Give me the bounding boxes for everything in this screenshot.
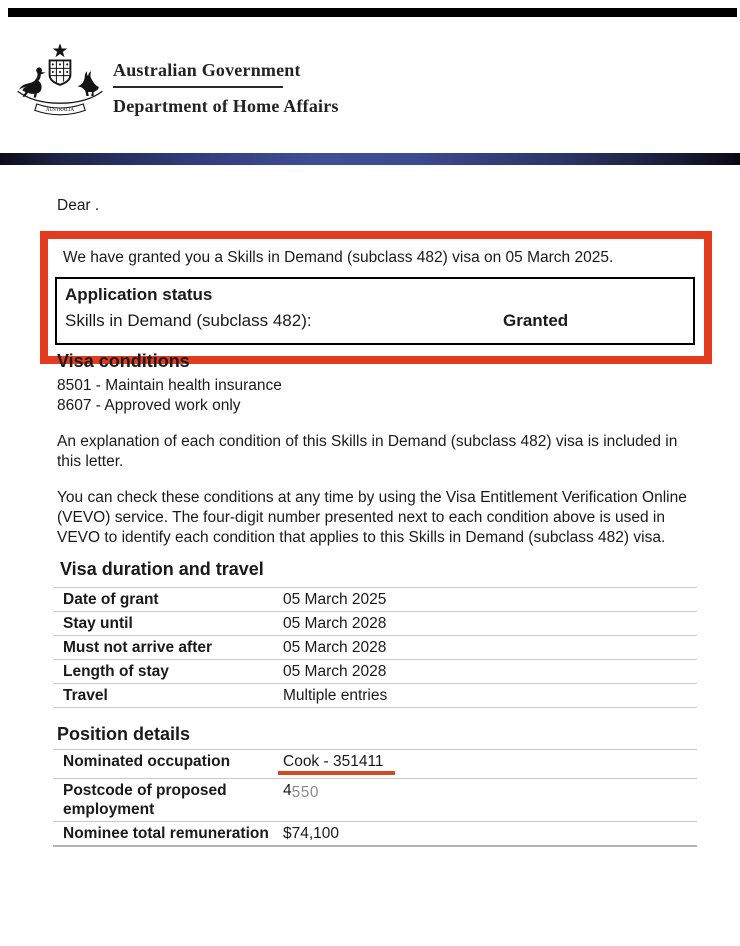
header-divider — [113, 86, 283, 88]
application-status-row — [65, 307, 687, 334]
banner-ribbon-icon — [35, 104, 85, 115]
grant-notice: We have granted you a Skills in Demand (subclass 482) visa on 05 March 2025. — [63, 249, 614, 266]
row-value: Multiple entries — [283, 687, 388, 704]
application-status-box — [55, 277, 695, 345]
table-row — [53, 635, 697, 659]
row-label: Postcode of proposed employment — [63, 782, 227, 818]
row-value — [283, 779, 319, 800]
row-label: Travel — [63, 687, 108, 704]
visa-duration-table — [53, 587, 697, 708]
condition-list — [57, 376, 705, 416]
blue-gradient-banner — [0, 153, 740, 165]
condition-item: 8501 - Maintain health insurance — [57, 377, 282, 394]
table-row — [53, 587, 697, 611]
header-wordmark — [113, 60, 339, 117]
conditions-paragraph: An explanation of each condition of this Skills in Demand (subclass 482) visa is included in this letter. — [57, 433, 678, 470]
visa-duration-heading: Visa duration and travel — [60, 559, 264, 579]
department-name: Department of Home Affairs — [113, 96, 339, 116]
vevo-paragraph: You can check these conditions at any time by using the Visa Entitlement Verification Online (VEVO) service. The four-digit number presented next to each condition above is used in VEVO to identify each condition that applies to this Skills in Demand (subclass 482) visa. — [57, 489, 687, 546]
top-black-bar — [8, 8, 737, 17]
application-status-label: Skills in Demand (subclass 482): — [65, 311, 312, 330]
government-name: Australian Government — [113, 60, 301, 80]
application-status-value: Granted — [503, 311, 569, 330]
grant-highlight-box — [40, 231, 712, 364]
row-value: 05 March 2028 — [283, 615, 387, 632]
salutation: Dear . — [57, 197, 100, 214]
table-row — [53, 683, 697, 708]
row-value: 05 March 2028 — [283, 663, 387, 680]
emu-icon — [78, 71, 99, 96]
row-label: Length of stay — [63, 663, 169, 680]
row-label: Stay until — [63, 615, 133, 632]
nominated-occupation-value: Cook - 351411 — [283, 753, 384, 770]
postcode-visible-digit: 4 — [283, 782, 292, 799]
row-value: 05 March 2025 — [283, 591, 387, 608]
table-row — [53, 778, 697, 821]
visa-conditions-heading: Visa conditions — [57, 351, 190, 371]
row-label: Must not arrive after — [63, 639, 213, 656]
condition-item: 8607 - Approved work only — [57, 397, 241, 414]
row-value — [283, 750, 384, 771]
row-label: Nominated occupation — [63, 753, 231, 770]
position-details-heading: Position details — [57, 724, 191, 744]
row-value: $74,100 — [283, 825, 340, 842]
logo-banner-text: AUSTRALIA — [45, 107, 75, 113]
row-label: Date of grant — [63, 591, 159, 608]
table-row — [53, 749, 697, 778]
table-row — [53, 611, 697, 635]
commonwealth-star-icon — [53, 43, 67, 57]
red-underline-annotation — [278, 771, 395, 775]
kangaroo-icon — [19, 67, 45, 97]
shield-icon — [50, 60, 71, 84]
row-value: 05 March 2028 — [283, 639, 387, 656]
australian-coat-of-arms-icon — [12, 40, 108, 120]
visa-conditions-section — [57, 351, 705, 548]
table-row — [53, 821, 697, 845]
application-status-title: Application status — [65, 285, 213, 304]
position-details-table — [53, 749, 697, 847]
row-label: Nominee total remuneration — [63, 825, 269, 842]
table-row — [53, 659, 697, 683]
postcode-obscured-digits: 550 — [291, 784, 319, 801]
